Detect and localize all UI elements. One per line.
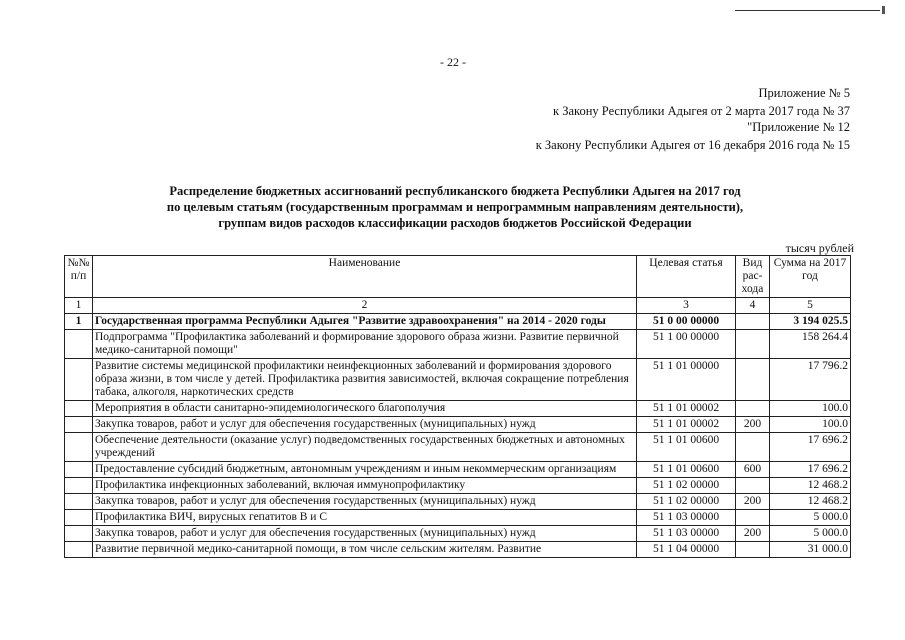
row-number-cell	[65, 526, 93, 542]
row-sum-cell: 12 468.2	[770, 478, 851, 494]
table-row	[65, 359, 851, 401]
page-number: - 22 -	[440, 55, 466, 69]
row-expense-type-cell: 200	[736, 526, 770, 542]
row-expense-type-cell	[736, 433, 770, 462]
row-number-cell	[65, 433, 93, 462]
header-num: №№ п/п	[65, 256, 93, 298]
units-label: тысяч рублей	[785, 241, 854, 255]
row-code-cell: 51 1 03 00000	[637, 510, 736, 526]
table-index-row	[65, 298, 851, 314]
appendix-line-3: "Приложение № 12	[747, 120, 850, 134]
index-cell: 3	[637, 298, 736, 314]
title-line-1: Распределение бюджетных ассигнований республиканского бюджета Республики Адыгея на 2017 год	[169, 184, 741, 198]
row-number-cell	[65, 417, 93, 433]
row-code-cell: 51 0 00 00000	[637, 314, 736, 330]
row-name-cell: Государственная программа Республики Адыгея "Развитие здравоохранения" на 2014 - 2020 годы	[93, 314, 637, 330]
row-expense-type-cell	[736, 330, 770, 359]
table-row	[65, 462, 851, 478]
table-row	[65, 478, 851, 494]
appendix-block-5	[553, 84, 850, 120]
row-number-cell: 1	[65, 314, 93, 330]
row-code-cell: 51 1 01 00002	[637, 401, 736, 417]
row-name-cell: Закупка товаров, работ и услуг для обеспечения государственных (муниципальных) нужд	[93, 526, 637, 542]
table-row	[65, 401, 851, 417]
row-name-cell: Закупка товаров, работ и услуг для обеспечения государственных (муниципальных) нужд	[93, 494, 637, 510]
row-name-cell: Подпрограмма "Профилактика заболеваний и формирование здорового образа жизни. Развитие первичной медико-санитарной помощи"	[93, 330, 637, 359]
appendix-line-2: к Закону Республики Адыгея от 2 марта 2017 года № 37	[553, 104, 850, 118]
row-sum-cell: 17 696.2	[770, 433, 851, 462]
row-code-cell: 51 1 02 00000	[637, 478, 736, 494]
scan-edge-mark	[735, 10, 880, 11]
document-title	[135, 183, 775, 231]
row-number-cell	[65, 462, 93, 478]
table-row	[65, 417, 851, 433]
table-row	[65, 330, 851, 359]
row-code-cell: 51 1 02 00000	[637, 494, 736, 510]
row-name-cell: Профилактика инфекционных заболеваний, включая иммунопрофилактику	[93, 478, 637, 494]
row-code-cell: 51 1 00 00000	[637, 330, 736, 359]
row-expense-type-cell	[736, 314, 770, 330]
row-code-cell: 51 1 04 00000	[637, 542, 736, 558]
row-code-cell: 51 1 03 00000	[637, 526, 736, 542]
row-expense-type-cell: 600	[736, 462, 770, 478]
index-cell: 5	[770, 298, 851, 314]
table-row	[65, 542, 851, 558]
index-cell: 4	[736, 298, 770, 314]
title-line-3: группам видов расходов классификации расходов бюджетов Российской Федерации	[218, 216, 692, 230]
row-code-cell: 51 1 01 00002	[637, 417, 736, 433]
row-sum-cell: 17 696.2	[770, 462, 851, 478]
row-name-cell: Развитие системы медицинской профилактики неинфекционных заболеваний и формирования здорового образа жизни, в том числе у детей. Профилактика развития зависимостей, включая сокращение потребления табака, алкоголя, наркотических средств	[93, 359, 637, 401]
row-expense-type-cell	[736, 542, 770, 558]
table-row	[65, 314, 851, 330]
header-vid: Вид рас-хода	[736, 256, 770, 298]
header-name: Наименование	[93, 256, 637, 298]
row-code-cell: 51 1 01 00600	[637, 433, 736, 462]
row-number-cell	[65, 359, 93, 401]
row-sum-cell: 17 796.2	[770, 359, 851, 401]
row-expense-type-cell: 200	[736, 417, 770, 433]
appendix-line-4: к Закону Республики Адыгея от 16 декабря 2016 года № 15	[535, 138, 850, 152]
row-sum-cell: 100.0	[770, 401, 851, 417]
budget-table	[64, 255, 851, 558]
row-expense-type-cell	[736, 359, 770, 401]
row-sum-cell: 3 194 025.5	[770, 314, 851, 330]
row-expense-type-cell	[736, 401, 770, 417]
row-sum-cell: 12 468.2	[770, 494, 851, 510]
row-code-cell: 51 1 01 00600	[637, 462, 736, 478]
appendix-line-1: Приложение № 5	[758, 86, 850, 100]
row-name-cell: Мероприятия в области санитарно-эпидемиологического благополучия	[93, 401, 637, 417]
row-expense-type-cell: 200	[736, 494, 770, 510]
index-cell: 2	[93, 298, 637, 314]
row-number-cell	[65, 478, 93, 494]
row-number-cell	[65, 542, 93, 558]
table-row	[65, 510, 851, 526]
row-sum-cell: 5 000.0	[770, 526, 851, 542]
row-sum-cell: 5 000.0	[770, 510, 851, 526]
index-cell: 1	[65, 298, 93, 314]
table-row	[65, 526, 851, 542]
scan-edge-mark-short	[882, 6, 885, 14]
row-name-cell: Обеспечение деятельности (оказание услуг) подведомственных государственных бюджетных и автономных учреждений	[93, 433, 637, 462]
row-name-cell: Закупка товаров, работ и услуг для обеспечения государственных (муниципальных) нужд	[93, 417, 637, 433]
row-sum-cell: 100.0	[770, 417, 851, 433]
row-name-cell: Профилактика ВИЧ, вирусных гепатитов В и С	[93, 510, 637, 526]
row-number-cell	[65, 510, 93, 526]
row-expense-type-cell	[736, 478, 770, 494]
row-number-cell	[65, 401, 93, 417]
table-row	[65, 494, 851, 510]
table-row	[65, 433, 851, 462]
header-sum: Сумма на 2017 год	[770, 256, 851, 298]
row-sum-cell: 31 000.0	[770, 542, 851, 558]
row-number-cell	[65, 494, 93, 510]
row-sum-cell: 158 264.4	[770, 330, 851, 359]
header-code: Целевая статья	[637, 256, 736, 298]
table-header-row	[65, 256, 851, 298]
title-line-2: по целевым статьям (государственным программам и непрограммным направлениям деятельности),	[166, 200, 744, 214]
row-expense-type-cell	[736, 510, 770, 526]
row-name-cell: Развитие первичной медико-санитарной помощи, в том числе сельским жителям. Развитие	[93, 542, 637, 558]
row-code-cell: 51 1 01 00000	[637, 359, 736, 401]
appendix-block-12	[536, 118, 850, 154]
row-number-cell	[65, 330, 93, 359]
row-name-cell: Предоставление субсидий бюджетным, автономным учреждениям и иным некоммерческим организациям	[93, 462, 637, 478]
